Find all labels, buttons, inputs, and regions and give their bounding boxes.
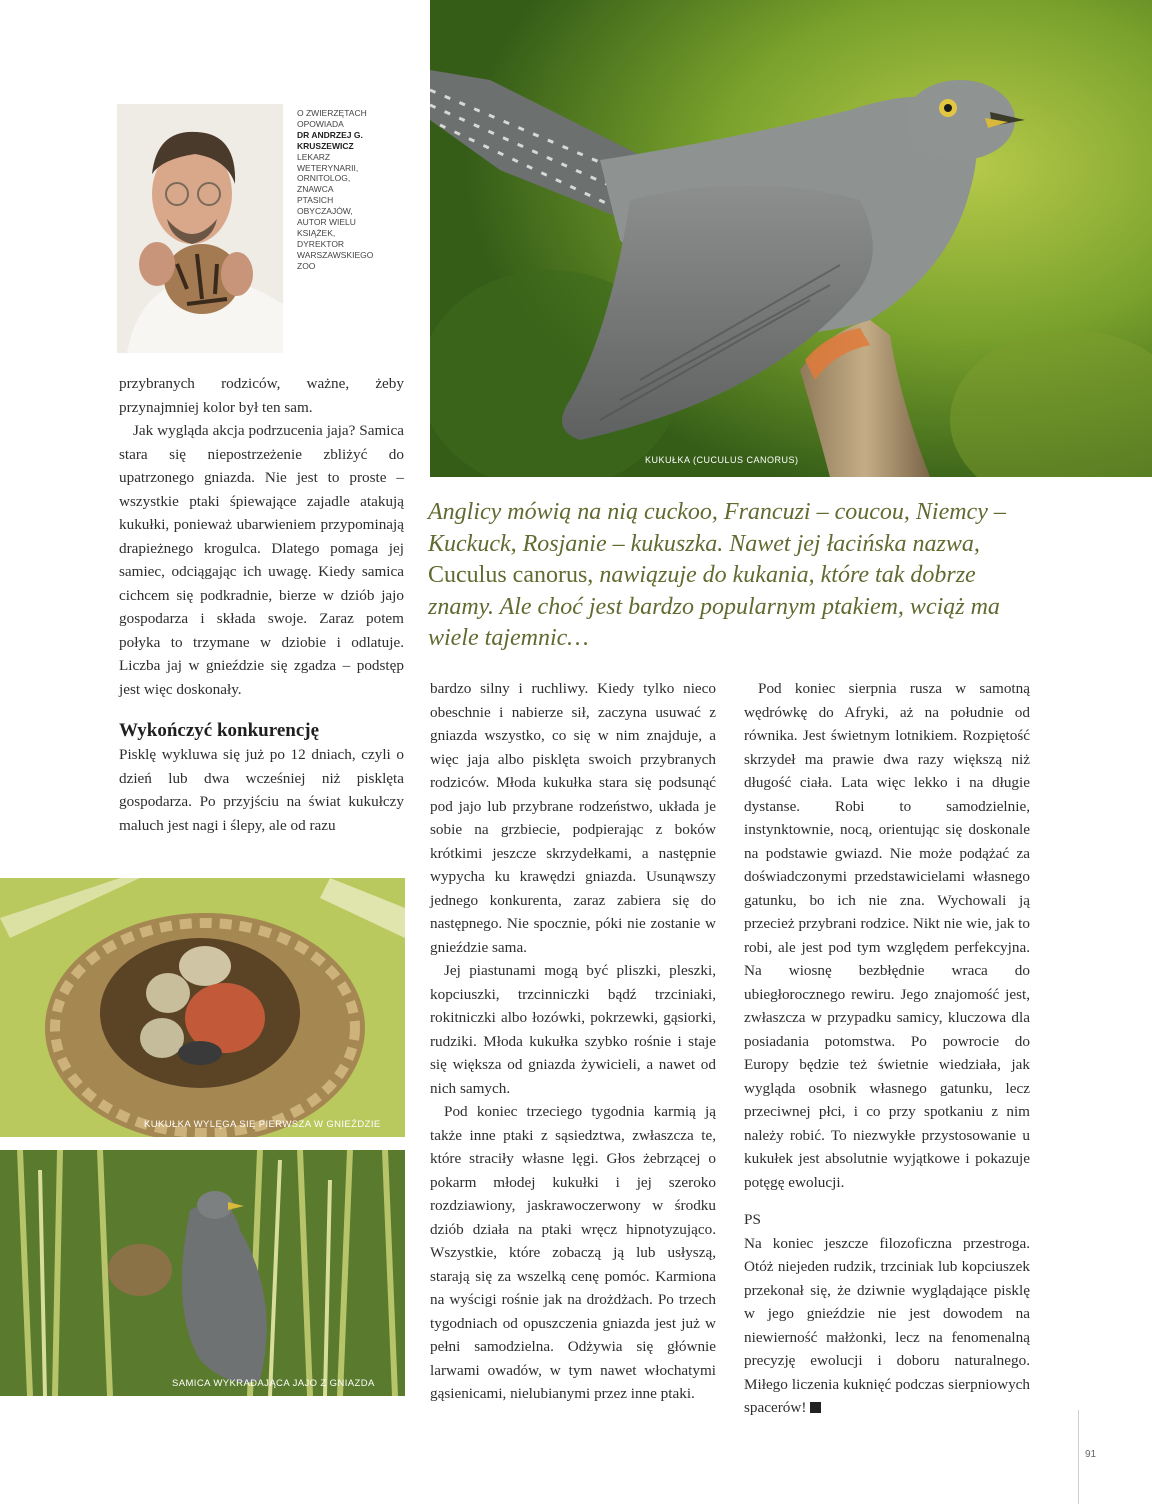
text-column-2	[430, 677, 716, 1406]
author-illustration	[117, 104, 283, 353]
author-intro-2: OPOWIADA	[297, 118, 344, 129]
col1-paragraph-3: Pisklę wykluwa się już po 12 dniach, czyli o dzień lub dwa wcześniej niż pisklęta gospodarza. Po przyjściu na świat kukułczy maluch jest nagi i ślepy, ale od razu	[119, 746, 404, 834]
author-name-2: KRUSZEWICZ	[297, 140, 354, 151]
author-bio-2: WETERYNARII,	[297, 162, 359, 173]
col2-paragraph-3: Pod koniec trzeciego tygodnia karmią ją także inne ptaki z sąsiedztwa, zwłaszcza te, które straciły własne lęgi. Głos żebrzącej o pokarm młodej kukułki i jej szeroko rozdziawiony, jaskrawoczerwony w środku dziób działa na ptaki wręcz hipnotyzująco. Wszystkie, które zobaczą ją lub usłyszą, starają się za wszelką cenę pomóc. Karmiona na wyścigi rośnie jak na drożdżach. Po trzech tygodniach od opuszczenia gniazda jest już w pełni samodzielna. Odżywia się głównie larwami owadów, w tym nawet włochatymi gąsienicami, nielubianymi przez inne ptaki.	[430, 1103, 716, 1402]
lead-latin-name: Cuculus canorus,	[428, 562, 594, 588]
author-name-1: DR ANDRZEJ G.	[297, 129, 363, 140]
text-column-1	[119, 372, 404, 837]
author-bio-7: AUTOR WIELU	[297, 217, 356, 228]
ps-text: Na koniec jeszcze filozoficzna przestroga. Otóż niejeden rudzik, trzciniak lub kopciuszek przekonał się, że dziwnie wyglądające pisklę w jego gnieździe nie jest dowodem na niewierność małżonki, lecz na fenomenalną precyzję ewolucji i doboru naturalnego. Miłego liczenia kuknięć podczas sierpniowych spacerów!	[744, 1234, 1030, 1416]
ps-paragraph	[744, 1232, 1030, 1420]
author-bio-3: ORNITOLOG,	[297, 173, 351, 184]
author-bio-8: KSIĄŻEK,	[297, 227, 336, 238]
cuckoo-illustration	[430, 0, 1152, 477]
hero-caption: KUKUŁKA (CUCULUS CANORUS)	[645, 455, 799, 465]
author-intro-1: O ZWIERZĘTACH	[297, 108, 367, 118]
ps-heading: PS	[744, 1211, 761, 1228]
author-bio-1: LEKARZ	[297, 151, 331, 162]
author-portrait	[117, 104, 283, 353]
col2-paragraph-1: bardzo silny i ruchliwy. Kiedy tylko nieco obeschnie i nabierze sił, zaczyna usuwać z gniazda wszystko, co się w nim znajduje, a więc jaja albo pisklęta swoich przybranych rodziców. Młoda kukułka stara się podsunąć pod jajo lub przybrane rodzeństwo, układa je sobie na grzbiecie, podpierając z boków krótkimi jeszcze skrzydełkami, a następnie wypycha ku krawędzi gniazda. Usunąwszy jednego konkurenta, zaraz zabiera się do następnego. Nie spocznie, póki nie zostanie w gnieździe sama.	[430, 680, 716, 956]
end-mark	[810, 1402, 821, 1413]
col2-paragraph-2: Jej piastunami mogą być pliszki, pleszki, kopciuszki, trzcinniczki bądź trzciniaki, rokitniczki albo łozówki, pokrzewki, gąsiorki, rudziki. Młoda kukułka szybko rośnie i staje się większa od gniazda żywicieli, a nawet od nich samych.	[430, 962, 716, 1097]
text-column-3	[744, 677, 1030, 1420]
col1-paragraph-1: przybranych rodziców, ważne, żeby przynajmniej kolor był ten sam.	[119, 375, 404, 416]
nest-illustration	[0, 878, 405, 1137]
folio-rule	[1078, 1410, 1079, 1504]
col1-paragraph-2: Jak wygląda akcja podrzucenia jaja? Samica stara się niepostrzeżenie zbliżyć do upatrzonego gniazda. Nie jest to proste – wszystkie ptaki śpiewające zajadle atakują kukułki, ponieważ ubarwieniem przypominają drapieżnego krogulca. Dlatego pomaga jej samiec, odciągając ich uwagę. Kiedy samica cichcem się podkradnie, bierze w dziób jajo gospodarza i składa swoje. Zaraz potem połyka to trzymane w dziobie i odlatuje. Liczba jaj w gnieździe się zgadza – podstęp jest więc doskonały.	[119, 422, 404, 698]
nest-caption: KUKUŁKA WYLĘGA SIĘ PIERWSZA W GNIEŹDZIE	[144, 1119, 381, 1130]
lead-paragraph	[428, 497, 1028, 655]
lead-part-1: Anglicy mówią na nią cuckoo, Francuzi – coucou, Niemcy – Kuckuck, Rosjanie – kukuszka. Nawet jej łacińska nazwa,	[428, 499, 1006, 557]
cuckoo-hero-photo	[430, 0, 1152, 477]
author-bio-10: WARSZAWSKIEGO	[297, 249, 374, 260]
lead-part-2: nawiązuje do kukania, które tak dobrze znamy. Ale choć jest bardzo popularnym ptakiem, wciąż ma wiele tajemnic…	[428, 562, 1000, 651]
nest-photo	[0, 878, 405, 1137]
col3-paragraph-1: Pod koniec sierpnia rusza w samotną wędrówkę do Afryki, aż na południe od równika. Jest świetnym lotnikiem. Rozpiętość skrzydeł ma prawie dwa razy większą niż długość ciała. Lata więc lekko i na długie dystanse. Robi to samodzielnie, instynktownie, nocą, orientując się doskonale na podstawie gwiazd. Nie może podążać za doświadczonymi przedstawicielami własnego gatunku, bo ich nie zna. Wychowali ją przecież przybrani rodzice. Nikt nie wie, jak to robi, ale jest pod tym względem perfekcyjna. Na wiosnę bezbłędnie wraca do ubiegłorocznego rewiru. Jego znajomość jest, zwłaszcza w przypadku samicy, kluczowa dla posiadania potomstwa. Po powrocie do Europy będzie też świetnie wiedziała, jak wygląda osobnik własnego gatunku, lecz przeciwnej płci, i co przy spotkaniu z nim należy robić. To niezwykłe przystosowanie u kukułek jest absolutnie wyjątkowe i pokazuje potęgę ewolucji.	[744, 680, 1030, 1191]
author-bio-9: DYREKTOR	[297, 238, 345, 249]
page-number: 91	[1085, 1449, 1097, 1460]
author-bio-11: ZOO	[297, 260, 316, 271]
female-cuckoo-photo	[0, 1150, 405, 1396]
author-box	[297, 108, 417, 272]
author-bio-5: PTASICH	[297, 195, 334, 206]
author-bio-6: OBYCZAJÓW,	[297, 206, 353, 217]
section-heading: Wykończyć konkurencję	[119, 720, 320, 741]
reeds-illustration	[0, 1150, 405, 1396]
author-bio-4: ZNAWCA	[297, 184, 334, 195]
female-caption: SAMICA WYKRADAJĄCA JAJO Z GNIAZDA	[172, 1378, 375, 1389]
